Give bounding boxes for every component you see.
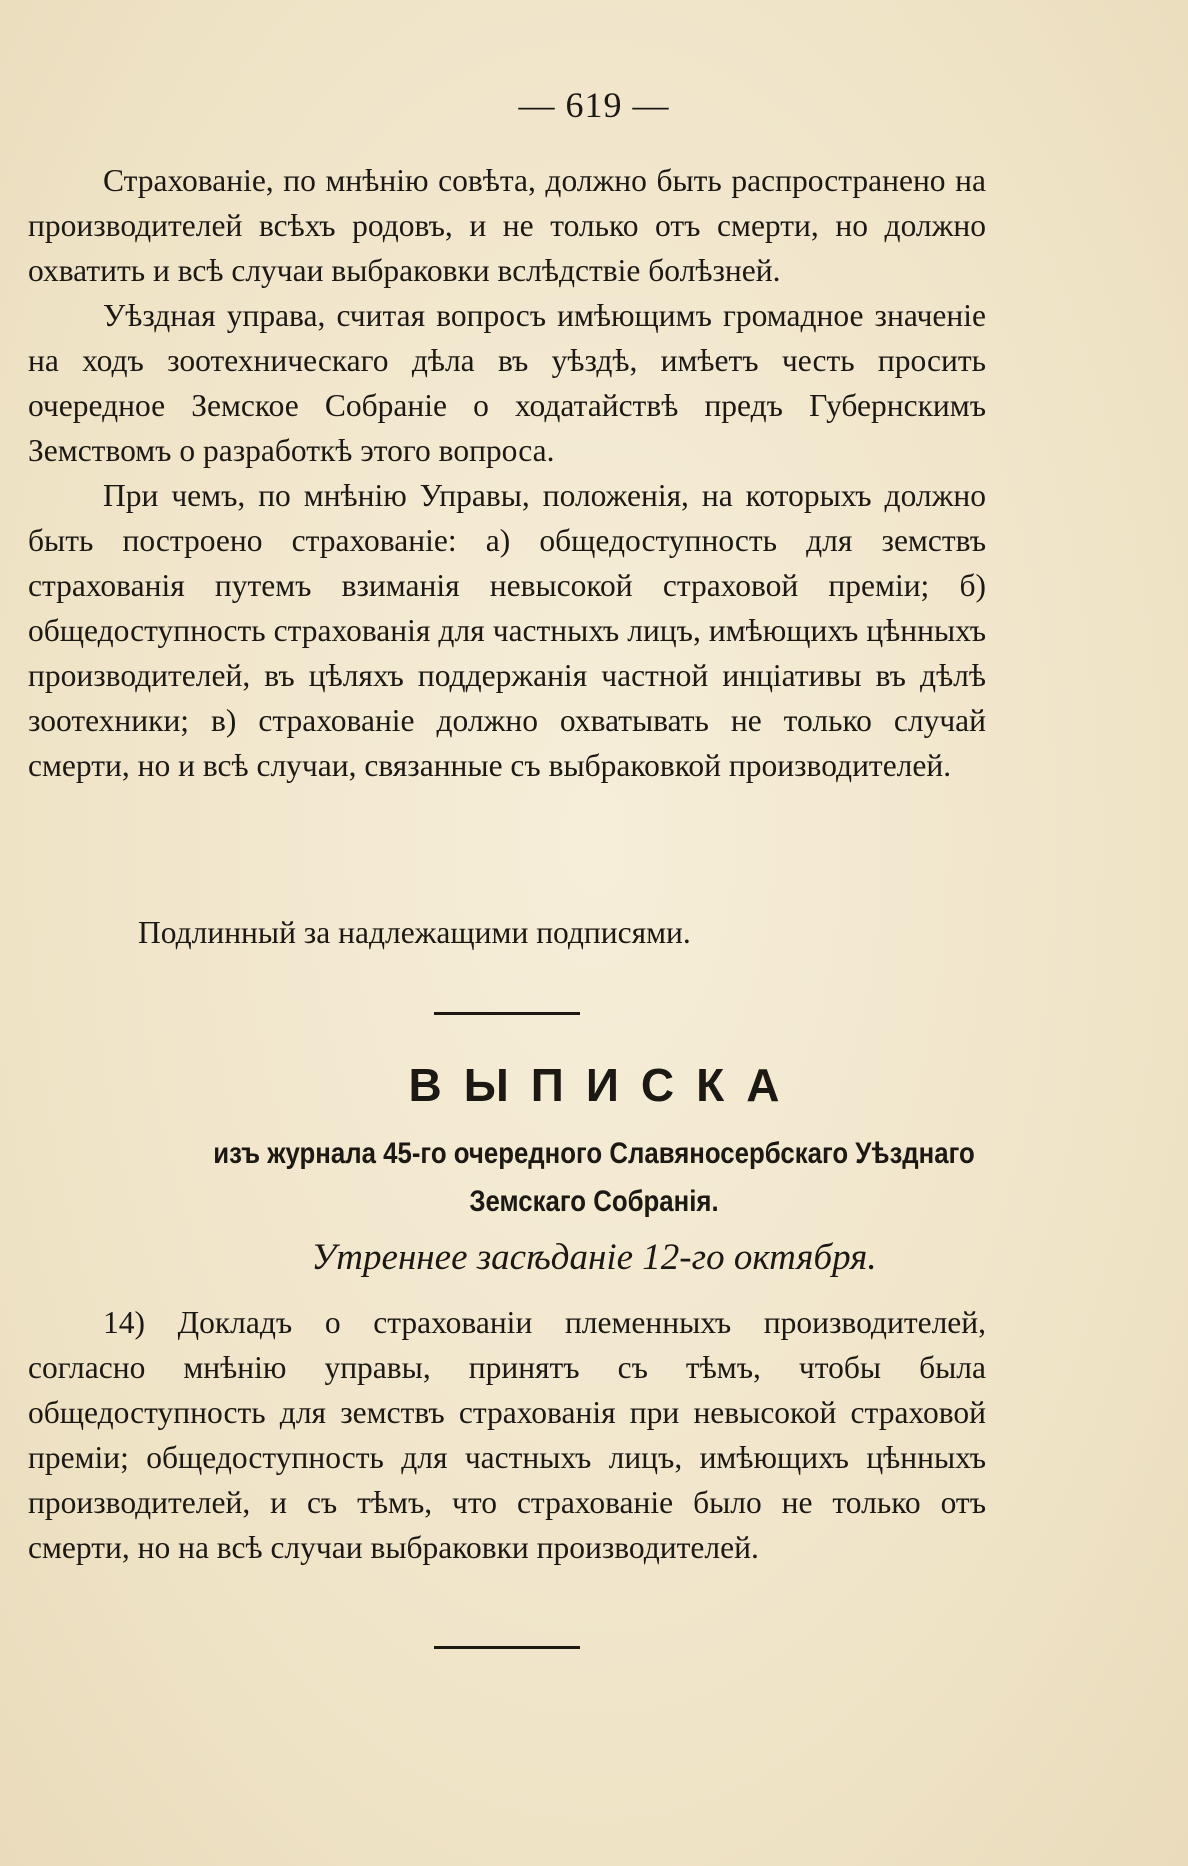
paragraph: 14) Докладъ о страхованіи племенныхъ производителей, согласно мнѣнію управы, принятъ съ тѣмъ, чтобы была общедоступность для земствъ страхованія при невысокой страховой преміи; общедоступность для частныхъ лицъ, имѣющихъ цѣнныхъ производителей, и съ тѣмъ, что страхованіе было не только отъ смерти, но на всѣ случаи выбраковки производителей. xyxy=(28,1305,986,1565)
heading-extract: ВЫПИСКА xyxy=(408,1059,802,1111)
paragraph: Страхованіе, по мнѣнію совѣта, должно быть распространено на производителей всѣхъ родовъ, и не только отъ смерти, но должно охватить и всѣ случаи выбраковки вслѣдствіе болѣзней. xyxy=(28,163,986,288)
signature-note: Подлинный за надлежащими подписями. xyxy=(138,915,691,950)
text-block-resolution xyxy=(28,1300,986,1570)
text-block-council-opinion xyxy=(28,158,986,788)
subheading-line: Земскаго Собранія. xyxy=(469,1185,719,1218)
paragraph: При чемъ, по мнѣнію Управы, положенія, на которыхъ должно быть построено страхованіе: а) общедоступность для земствъ страхованія путемъ взиманія невысокой страховой преміи; б) общедоступность страхованія для частныхъ лицъ, имѣющихъ цѣнныхъ производителей, въ цѣляхъ поддержанія частной инціативы въ дѣлѣ зоотехники; в) страхованіе должно охватывать не только случай смерти, но и всѣ случаи, связанные съ выбраковкой производителей. xyxy=(28,478,986,783)
divider-rule xyxy=(434,1646,580,1649)
subheading xyxy=(83,1130,1105,1226)
divider-rule xyxy=(434,1012,580,1015)
session-title: Утреннее засѣданіе 12-го октября. xyxy=(311,1237,877,1278)
paragraph: Уѣздная управа, считая вопросъ имѣющимъ громадное значеніе на ходъ зоотехническаго дѣла въ уѣздѣ, имѣетъ честь просить очередное Земское Собраніе о ходатайствѣ предъ Губернскимъ Земствомъ о разработкѣ этого вопроса. xyxy=(28,298,986,468)
subheading-line: изъ журнала 45-го очередного Славяносербскаго Уѣзднаго xyxy=(213,1137,975,1170)
page-number: — 619 — xyxy=(518,85,670,125)
